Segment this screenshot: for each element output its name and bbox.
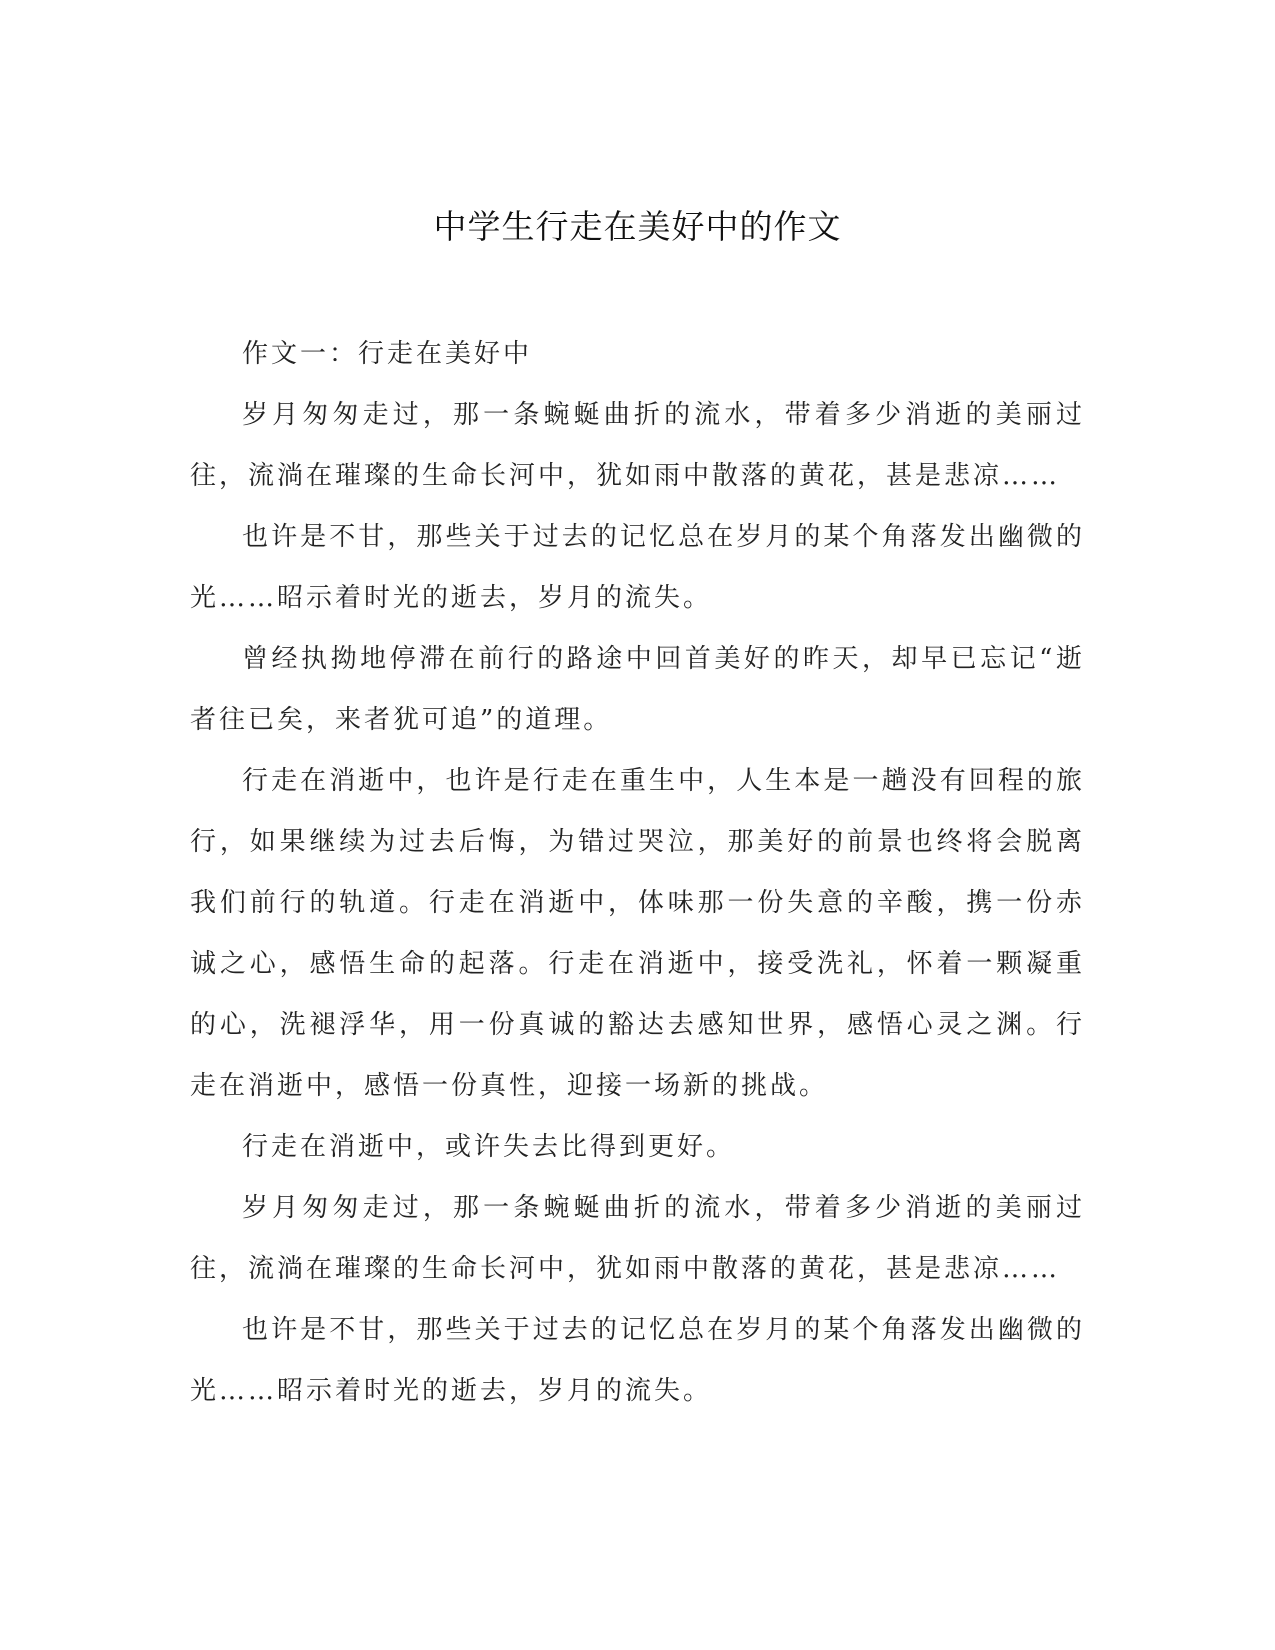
paragraph: 也许是不甘，那些关于过去的记忆总在岁月的某个角落发出幽微的光……昭示着时光的逝去，岁月的流失。 bbox=[190, 522, 1085, 613]
paragraph: 行走在消逝中，也许是行走在重生中，人生本是一趟没有回程的旅行，如果继续为过去后悔，为错过哭泣，那美好的前景也终将会脱离我们前行的轨道。行走在消逝中，体味那一份失意的辛酸，携一份赤诚之心，感悟生命的起落。行走在消逝中，接受洗礼，怀着一颗凝重的心，洗褪浮华，用一份真诚的豁达去感知世界，感悟心灵之渊。行走在消逝中，感悟一份真性，迎接一场新的挑战。 bbox=[190, 766, 1085, 1101]
paragraph: 曾经执拗地停滞在前行的路途中回首美好的昨天，却早已忘记“逝者往已矣，来者犹可追”的道理。 bbox=[190, 644, 1085, 735]
paragraph: 行走在消逝中，或许失去比得到更好。 bbox=[242, 1132, 736, 1162]
document-title: 中学生行走在美好中的作文 bbox=[433, 207, 842, 246]
paragraph: 也许是不甘，那些关于过去的记忆总在岁月的某个角落发出幽微的光……昭示着时光的逝去，岁月的流失。 bbox=[190, 1315, 1085, 1406]
paragraph: 岁月匆匆走过，那一条蜿蜒曲折的流水，带着多少消逝的美丽过往，流淌在璀璨的生命长河中，犹如雨中散落的黄花，甚是悲凉…… bbox=[190, 1193, 1085, 1284]
document-body bbox=[190, 324, 1085, 1422]
paragraph: 岁月匆匆走过，那一条蜿蜒曲折的流水，带着多少消逝的美丽过往，流淌在璀璨的生命长河中，犹如雨中散落的黄花，甚是悲凉…… bbox=[190, 400, 1085, 491]
essay-heading: 作文一：行走在美好中 bbox=[242, 339, 533, 369]
